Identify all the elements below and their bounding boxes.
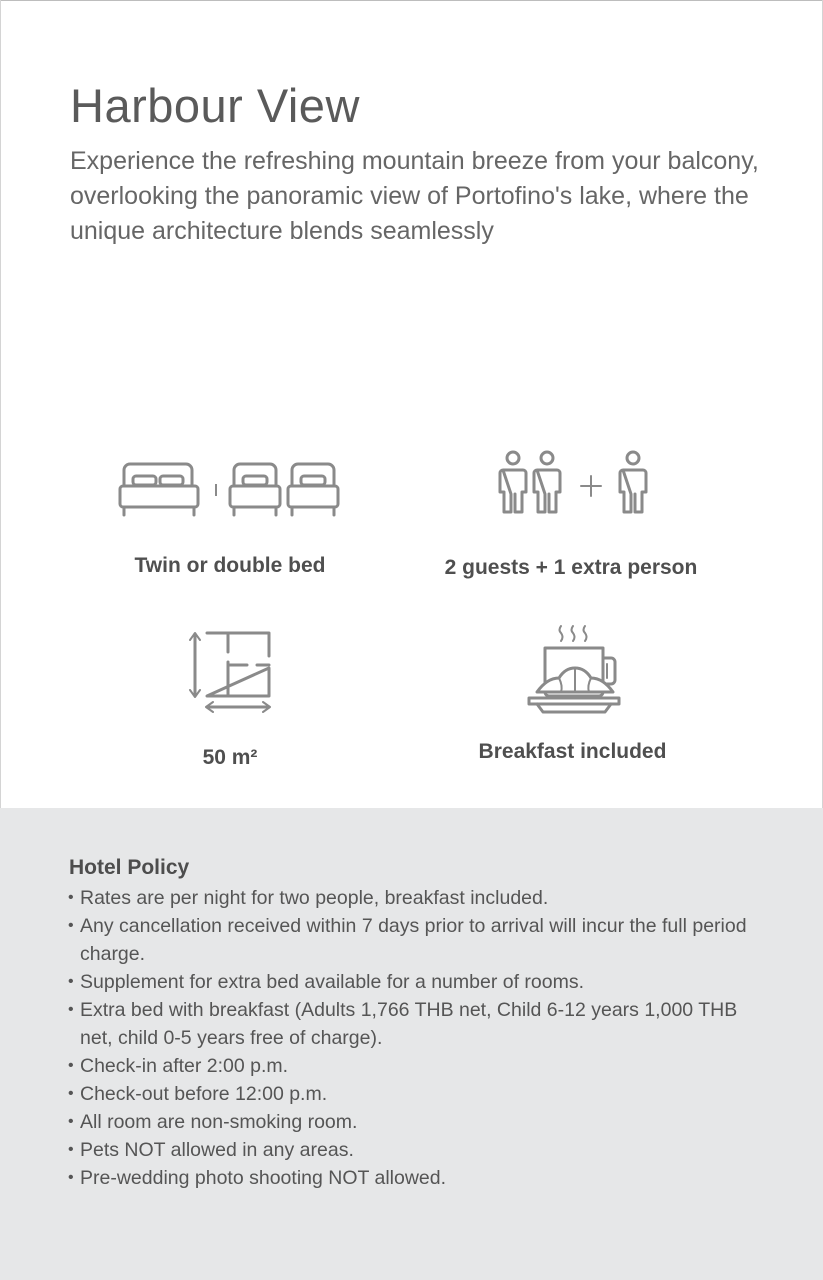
feature-bed	[100, 462, 360, 578]
policy-item: • All room are non-smoking room.	[68, 1108, 768, 1136]
feature-breakfast	[440, 622, 705, 764]
feature-breakfast-label: Breakfast included	[478, 740, 667, 763]
feature-guests-label: 2 guests + 1 extra person	[444, 556, 698, 579]
bed-icon	[118, 462, 342, 520]
policy-item: • Extra bed with breakfast (Adults 1,766 THB net, Child 6-12 years 1,000 THB net, child 0-5 years free of charge).	[68, 996, 768, 1052]
policy-item: • Pets NOT allowed in any areas.	[68, 1136, 768, 1164]
guests-icon	[491, 448, 651, 518]
policy-list	[68, 884, 768, 1192]
room-title: Harbour View	[70, 79, 360, 132]
policy-item: • Check-in after 2:00 p.m.	[68, 1052, 768, 1080]
room-description: Experience the refreshing mountain breeze from your balcony, overlooking the panoramic view of Portofino's lake, where the unique architecture blends seamlessly	[70, 147, 759, 245]
breakfast-icon	[523, 622, 623, 722]
feature-area-label: 50 m²	[202, 746, 258, 769]
policy-item: • Check-out before 12:00 p.m.	[68, 1080, 768, 1108]
policy-title: Hotel Policy	[69, 856, 190, 879]
policy-item: • Supplement for extra bed available for a number of rooms.	[68, 968, 768, 996]
feature-area	[130, 628, 330, 770]
feature-guests	[410, 448, 732, 580]
policy-item: • Pre-wedding photo shooting NOT allowed.	[68, 1164, 768, 1192]
policy-item: • Rates are per night for two people, breakfast included.	[68, 884, 768, 912]
top-divider	[0, 0, 823, 1]
feature-bed-label: Twin or double bed	[134, 554, 326, 577]
left-border	[0, 0, 1, 808]
floor-plan-icon	[185, 628, 275, 718]
hotel-policy-section	[0, 808, 823, 1280]
policy-item: • Any cancellation received within 7 days prior to arrival will incur the full period charge.	[68, 912, 768, 968]
